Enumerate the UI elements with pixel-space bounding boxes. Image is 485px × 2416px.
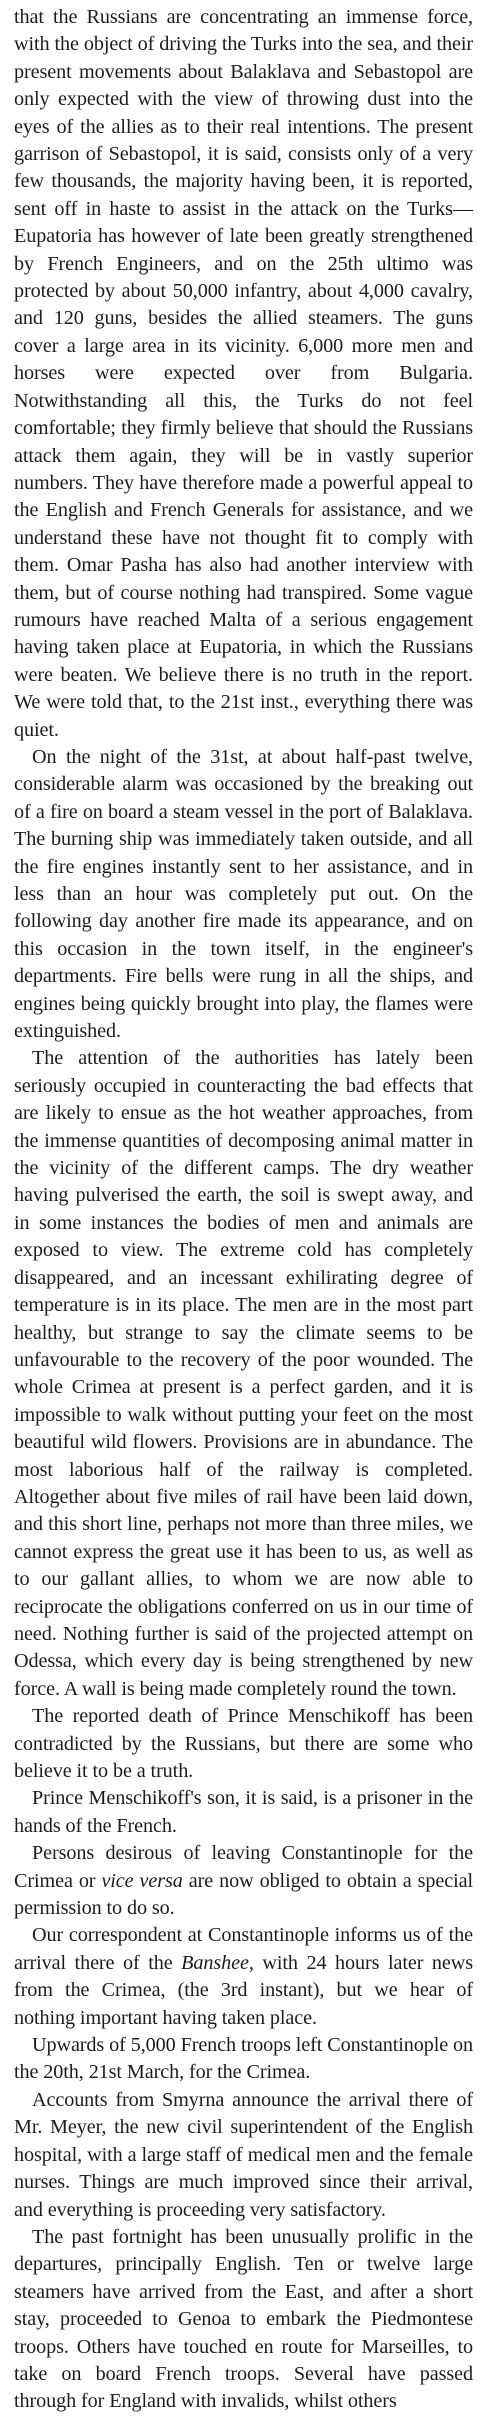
paragraph-departures: The past fortnight has been unusually prolific in the departures, principally English. Ten or twelve large steamers have arrived from the East, and after a short stay, proceeded to Genoa to embark the Piedmontese troops. Others have touched en route for Marseilles, to take on board French troops. Several have passed through for England with invalids, whilst others: [14, 2225, 473, 2413]
paragraph-constantinople-permission: Persons desirous of leaving Constantinople for the Crimea or vice versa are now obliged to obtain a special permission to do so.: [14, 1842, 473, 1920]
paragraph-eupatoria-report: that the Russians are concentrating an immense force, with the object of driving the Turks into the sea, and their present movements about Balaklava and Sebastopol are only expected with the view of throwing dust into the eyes of the allies as to their real intentions. The present garrison of Sebastopol, it is said, consists only of a very few thousands, the majority having been, it is reported, sent off in haste to assist in the attack on the Turks—Eupatoria has however of late been greatly strengthened by French Engineers, and on the 25th ultimo was protected by about 50,000 infantry, about 4,000 cavalry, and 120 guns, besides the allied steamers. The guns cover a large area in its vicinity. 6,000 more men and horses were expected over from Bulgaria. Notwithstanding all this, the Turks do not feel comfortable; they firmly believe that should the Russians attack them again, they will be in vastly superior numbers. They have therefore made a powerful appeal to the English and French Generals for assistance, and we understand these have not thought fit to comply with them. Omar Pasha has also had another interview with them, but of course nothing had transpired. Some vague rumours have reached Malta of a serious engagement having taken place at Eupatoria, in which the Russians were beaten. We believe there is no truth in the report. We were told that, to the 21st inst., everything there was quiet.: [14, 6, 473, 741]
paragraph-banshee-arrival: Our correspondent at Constantinople informs us of the arrival there of the Banshee, with 24 hours later news from the Crimea, (the 3rd instant), but we hear of nothing important having taken place.: [14, 1924, 473, 2029]
paragraph-camp-sanitation: The attention of the authorities has lately been seriously occupied in counteracting the bad effects that are likely to ensue as the hot weather approaches, from the immense quantities of decomposing animal matter in the vicinity of the different camps. The dry weather having pulverised the earth, the soil is swept away, and in some instances the bodies of men and animals are exposed to view. The extreme cold has completely disappeared, and an incessant exhilirating degree of temperature is in its place. The men are in the most part healthy, but strange to say the climate seems to be unfavourable to the recovery of the poor wounded. The whole Crimea at present is a perfect garden, and it is impossible to walk without putting your feet on the most beautiful wild flowers. Provisions are in abundance. The most laborious half of the railway is completed. Altogether about five miles of rail have been laid down, and this short line, perhaps not more than three miles, we cannot express the great use it has been to us, as well as to our gallant allies, to whom we are now able to reciprocate the obligations conferred on us in our time of need. Nothing further is said of the projected attempt on Odessa, which every day is being strengthened by new force. A wall is being made completely round the town.: [14, 1047, 473, 1700]
paragraph-menschikoff-son: Prince Menschikoff's son, it is said, is a prisoner in the hands of the French.: [14, 1787, 473, 1837]
paragraph-menschikoff-death: The reported death of Prince Menschikoff has been contradicted by the Russians, but there are some who believe it to be a truth.: [14, 1705, 473, 1782]
paragraph-balaklava-fire: On the night of the 31st, at about half-past twelve, considerable alarm was occasioned by the breaking out of a fire on board a steam vessel in the port of Balaklava. The burning ship was immediately taken outside, and all the fire engines instantly sent to her assistance, and in less than an hour was completely put out. On the following day another fire made its appearance, and on this occasion in the town itself, in the engineer's departments. Fire bells were rung in all the ships, and engines being quickly brought into play, the flames were extinguished.: [14, 745, 473, 1043]
paragraph-french-troops: Upwards of 5,000 French troops left Constantinople on the 20th, 21st March, for the Crimea.: [14, 2034, 474, 2084]
paragraph-smyrna-hospital: Accounts from Smyrna announce the arrival there of Mr. Meyer, the new civil superintendent of the English hospital, with a large staff of medical men and the female nurses. Things are much improved since their arrival, and everything is proceeding very satisfactory.: [14, 2088, 473, 2221]
